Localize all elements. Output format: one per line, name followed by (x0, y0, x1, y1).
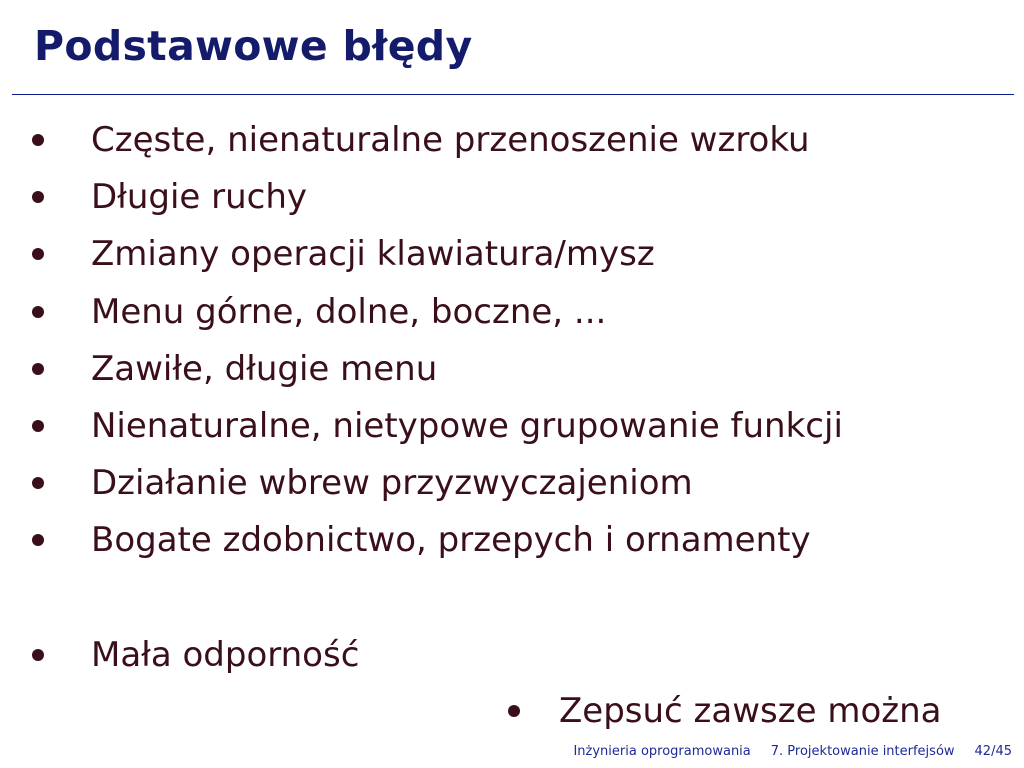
list-item-text: Długie ruchy (91, 177, 308, 217)
bullet-dot-icon (32, 191, 44, 203)
list-item-text: Nienaturalne, nietypowe grupowanie funkcji (91, 406, 843, 446)
bullet-dot-icon (508, 705, 520, 717)
bullet-dot-icon (32, 534, 44, 546)
list-item-text: Częste, nienaturalne przenoszenie wzroku (91, 120, 810, 160)
bullet-dot-icon (32, 649, 44, 661)
list-item-text: Działanie wbrew przyzwyczajeniom (91, 463, 693, 503)
title-divider (12, 94, 1014, 95)
footer-page-number: 42/45 (974, 744, 1012, 759)
slide-title: Podstawowe błędy (34, 22, 473, 70)
list-item-text: Menu górne, dolne, boczne, ... (91, 292, 607, 332)
bullet-dot-icon (32, 420, 44, 432)
bullet-dot-icon (32, 134, 44, 146)
list-item-text: Zepsuć zawsze można (559, 691, 942, 731)
list-item-text: Zawiłe, długie menu (91, 349, 438, 389)
list-item-text: Zmiany operacji klawiatura/mysz (91, 234, 655, 274)
bullet-dot-icon (32, 363, 44, 375)
bullet-dot-icon (32, 477, 44, 489)
bullet-dot-icon (32, 248, 44, 260)
footer-course: Inżynieria oprogramowania (573, 744, 751, 759)
list-item-text: Bogate zdobnictwo, przepych i ornamenty (91, 520, 811, 560)
slide-footer (573, 744, 1012, 759)
bullet-dot-icon (32, 306, 44, 318)
list-item-text: Mała odporność (91, 635, 360, 675)
footer-section: 7. Projektowanie interfejsów (770, 744, 955, 759)
